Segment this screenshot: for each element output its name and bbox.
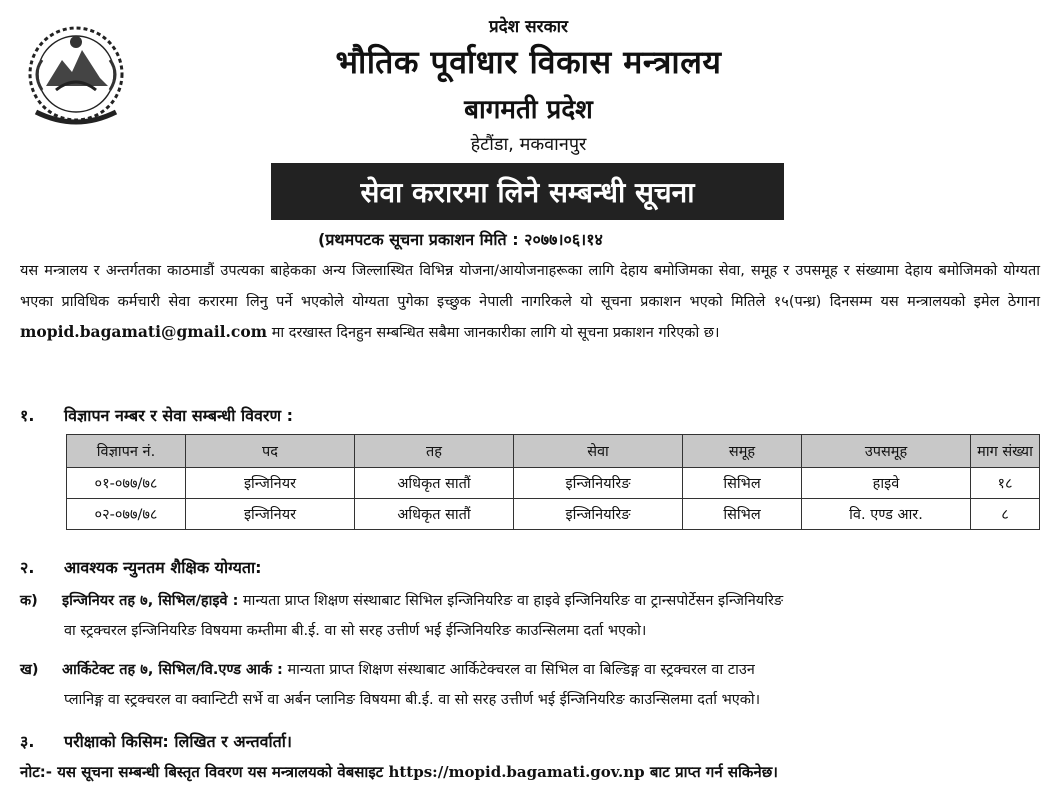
section-2-title: आवश्यक न्युनतम शैक्षिक योग्यता:	[64, 558, 262, 577]
item-label: ख)	[20, 662, 39, 678]
note-text: नोट:- यस सूचना सम्बन्धी बिस्तृत विवरण यस मन्त्रालयको वेबसाइट	[20, 763, 389, 781]
vacancy-table	[66, 434, 1040, 530]
table-cell: सिभिल	[683, 499, 802, 530]
table-cell: ०२-०७७/७८	[67, 499, 186, 530]
publication-date: (प्रथमपटक सूचना प्रकाशन मिति : २०७७।०६।१४	[318, 230, 603, 249]
table-cell: इन्जिनियर	[186, 499, 355, 530]
qualification-a-heading: इन्जिनियर तह ७, सिभिल/हाइवे :	[62, 593, 239, 609]
intro-text: यस मन्त्रालय र अन्तर्गतका काठमाडौं उपत्यका बाहेकका अन्य जिल्लास्थित विभिन्न योजना/आयोजनाहरूका लागि देहाय बमोजिमका सेवा, समूह र उपसमूह र संख्यामा देहाय बमोजिमको योग्यता भएका प्राविधिक कर्मचारी सेवा करारमा लिनु पर्ने भएकोले योग्यता पुगेका इच्छुक नेपाली नागरिकले यो सूचना प्रकाशन भएको मितिले १५(पन्ध्र) दिनसम्म यस मन्त्रालयको इमेल ठेगाना	[20, 263, 1040, 310]
government-label: प्रदेश सरकार	[488, 17, 569, 37]
intro-paragraph	[20, 256, 1040, 349]
column-header: उपसमूह	[802, 435, 971, 468]
qualification-a	[20, 586, 1040, 646]
table-cell: अधिकृत सातौं	[355, 468, 514, 499]
table-cell: वि. एण्ड आर.	[802, 499, 971, 530]
qualification-b	[20, 655, 1040, 715]
email-link[interactable]: mopid.bagamati@gmail.com	[20, 322, 268, 341]
intro-text-end: मा दरखास्त दिनहुन सम्बन्धित सबैमा जानकारीका लागि यो सूचना प्रकाशन गरिएको छ।	[267, 325, 720, 341]
table-cell: इन्जिनियरिङ	[514, 468, 683, 499]
section-1-number: १.	[20, 406, 35, 425]
notice-title: सेवा करारमा लिने सम्बन्धी सूचना	[271, 163, 784, 220]
table-cell: ०१-०७७/७८	[67, 468, 186, 499]
office-address: हेटौंडा, मकवानपुर	[470, 134, 587, 155]
table-cell: अधिकृत सातौं	[355, 499, 514, 530]
section-1-title: विज्ञापन नम्बर र सेवा सम्बन्धी विवरण :	[64, 406, 294, 425]
item-label: क)	[20, 593, 38, 609]
table-cell: सिभिल	[683, 468, 802, 499]
table-row	[67, 499, 1040, 530]
website-link[interactable]: https://mopid.bagamati.gov.np	[388, 763, 645, 781]
section-3-title: परीक्षाको किसिम: लिखित र अन्तर्वार्ता।	[64, 732, 292, 751]
province-name: बागमती प्रदेश	[464, 95, 593, 125]
column-header: तह	[355, 435, 514, 468]
table-row	[67, 468, 1040, 499]
column-header: समूह	[683, 435, 802, 468]
qualification-a-text-cont: वा स्ट्रक्चरल इन्जिनियरिङ विषयमा कम्तीमा बी.ई. वा सो सरह उत्तीर्ण भई ईन्जिनियरिङ काउन्सिलमा दर्ता भएको।	[64, 623, 647, 639]
table-cell: हाइवे	[802, 468, 971, 499]
section-2-number: २.	[20, 558, 35, 577]
section-3-number: ३.	[20, 732, 35, 751]
qualification-b-heading: आर्किटेक्ट तह ७, सिभिल/वि.एण्ड आर्क :	[62, 662, 283, 678]
column-header: विज्ञापन नं.	[67, 435, 186, 468]
qualification-b-text: मान्यता प्राप्त शिक्षण संस्थाबाट आर्किटेक्चरल वा सिभिल वा बिल्डिङ्ग वा स्ट्रक्चरल वा टाउन	[282, 662, 755, 678]
qualification-a-text: मान्यता प्राप्त शिक्षण संस्थाबाट सिभिल इन्जिनियरिङ वा हाइवे इन्जिनियरिङ वा ट्रान्सपोर्टेसन इन्जिनियरिङ	[238, 593, 784, 609]
qualification-b-text-cont: प्लानिङ्ग वा स्ट्रक्चरल वा क्वान्टिटी सर्भे वा अर्बन प्लानिङ विषयमा बी.ई. वा सो सरह उत्तीर्ण भई ईन्जिनियरिङ काउन्सिलमा दर्ता भएको।	[64, 692, 761, 708]
note-text-end: बाट प्राप्त गर्न सकिनेछ।	[644, 763, 778, 781]
column-header: माग संख्या	[971, 435, 1040, 468]
column-header: पद	[186, 435, 355, 468]
footer-note	[20, 762, 778, 782]
table-cell: १८	[971, 468, 1040, 499]
table-cell: ८	[971, 499, 1040, 530]
ministry-name: भौतिक पूर्वाधार विकास मन्त्रालय	[335, 43, 722, 81]
column-header: सेवा	[514, 435, 683, 468]
table-header-row	[67, 435, 1040, 468]
table-cell: इन्जिनियरिङ	[514, 499, 683, 530]
table-cell: इन्जिनियर	[186, 468, 355, 499]
